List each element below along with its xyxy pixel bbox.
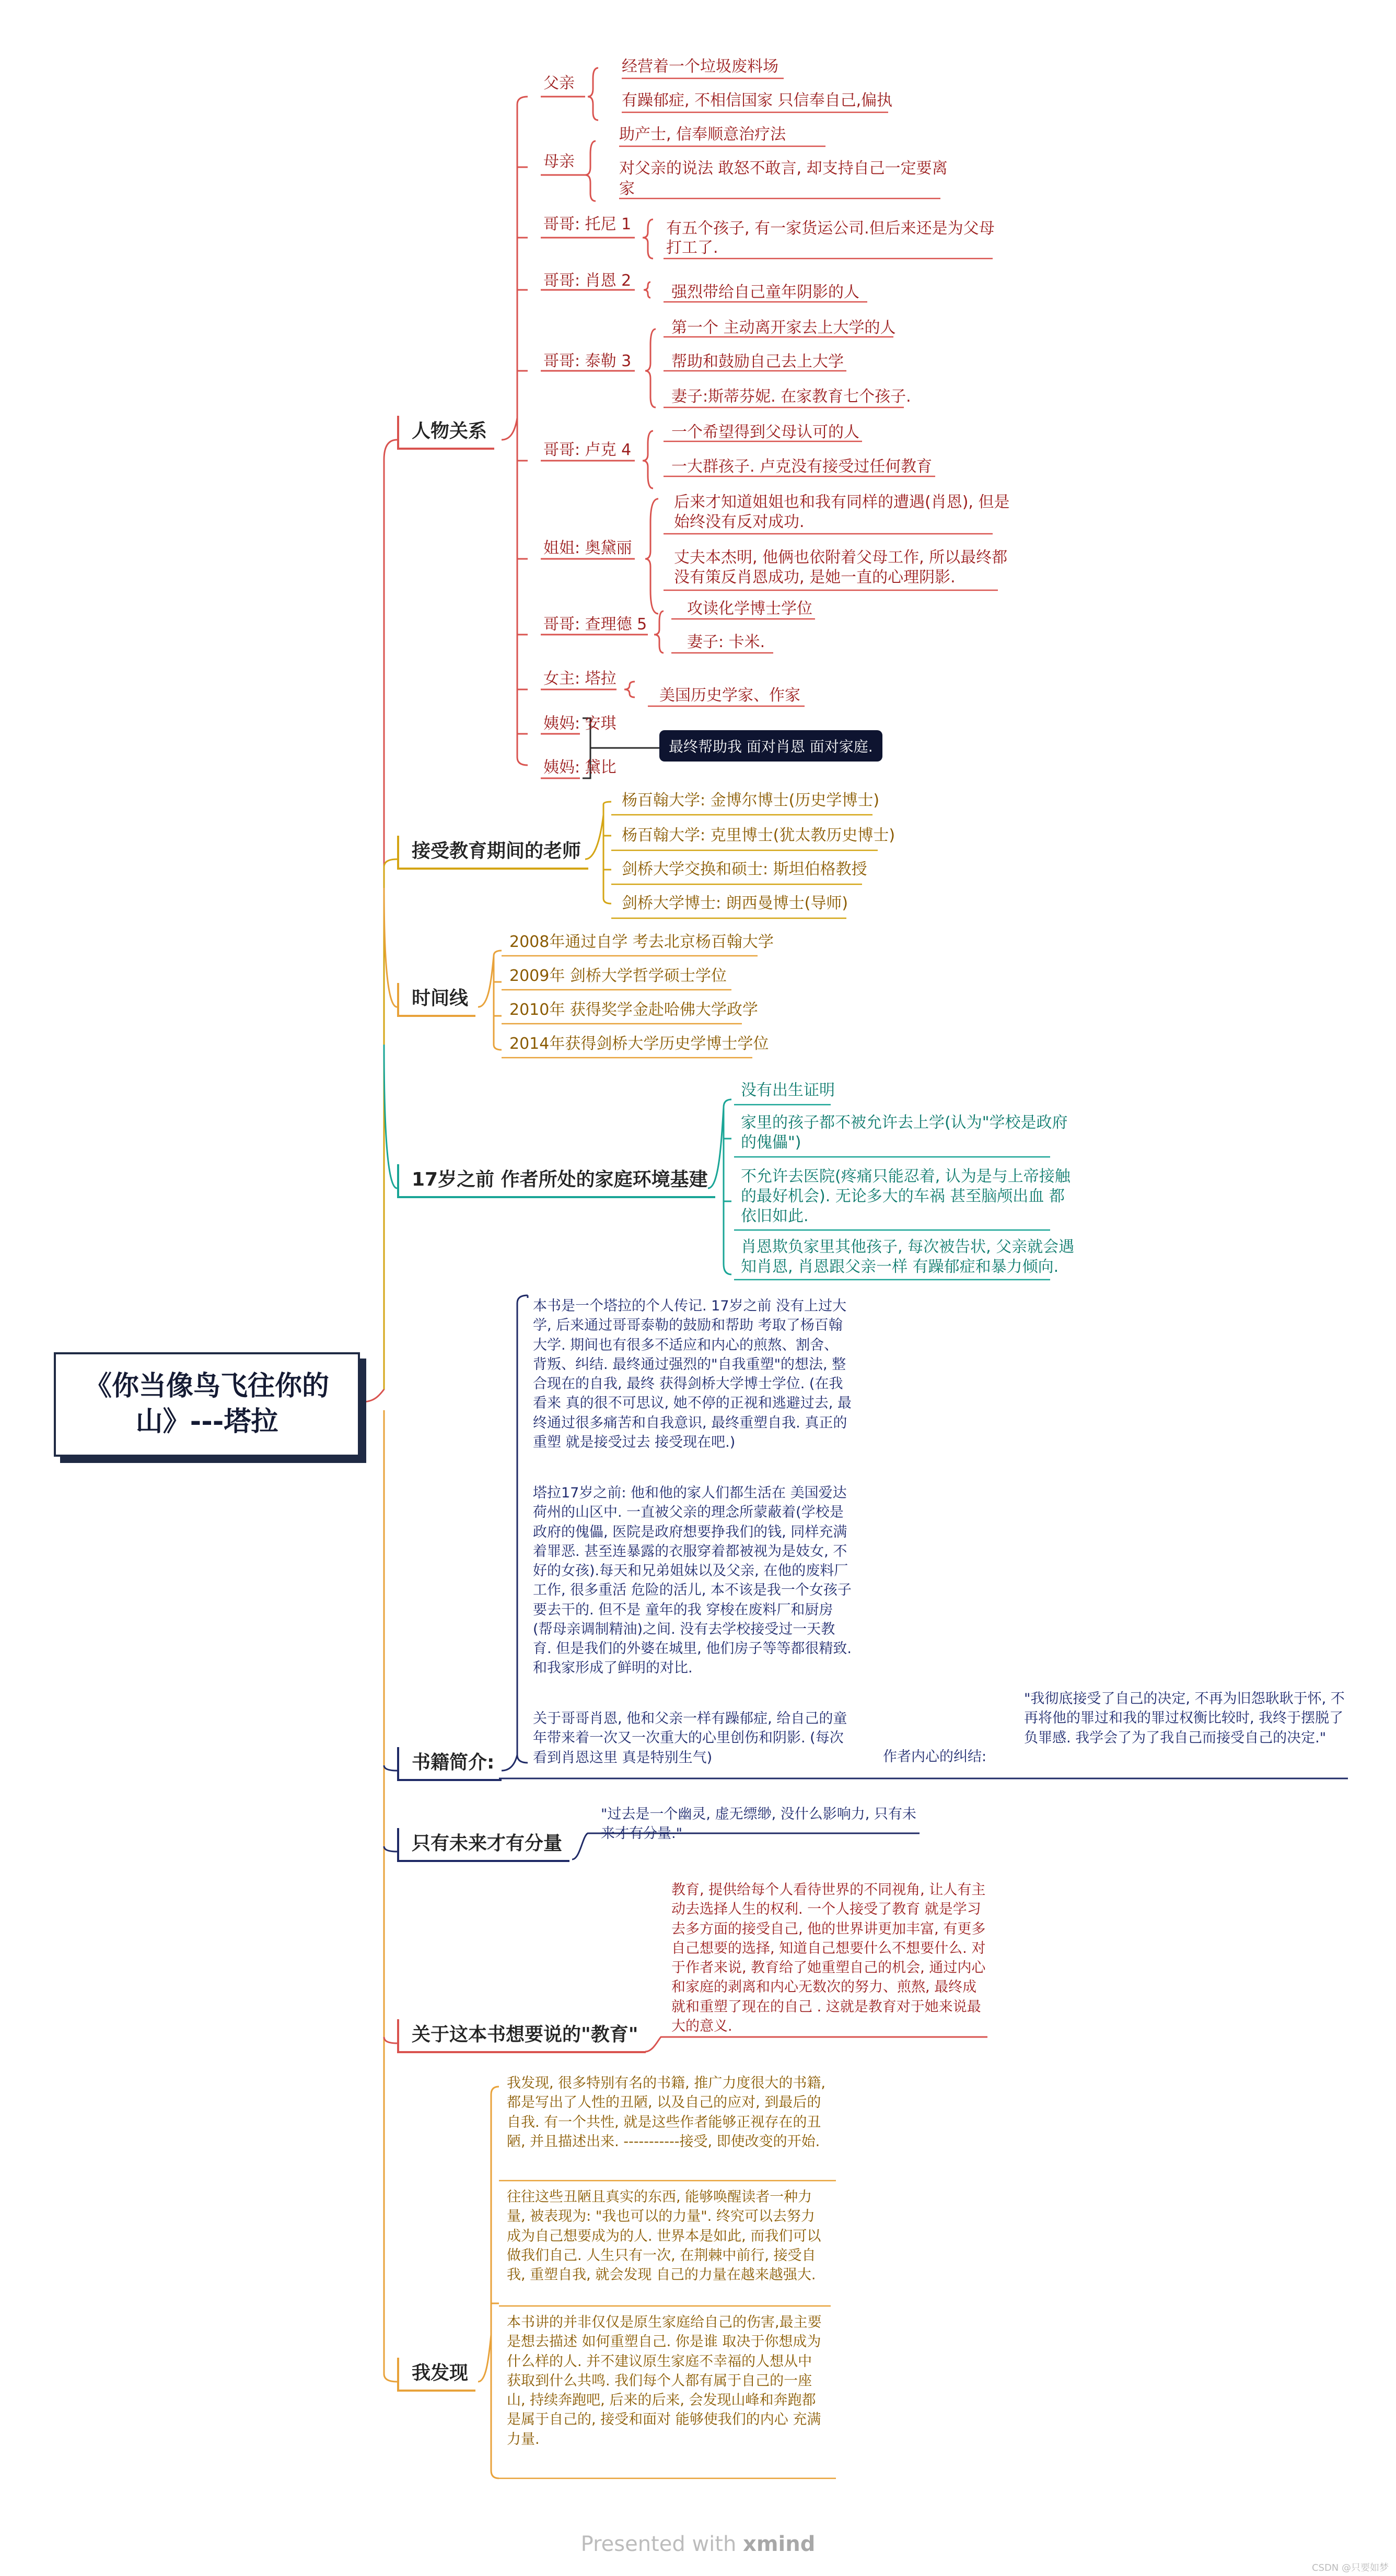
member-tony[interactable]: 哥哥: 托尼 1	[543, 215, 632, 233]
tyler-item-3[interactable]: 妻子:斯蒂芬妮. 在家教育七个孩子.	[671, 388, 911, 406]
member-shawn[interactable]: 哥哥: 肖恩 2	[543, 272, 632, 290]
mother-item-1[interactable]: 助产士, 信奉顺意治疗法	[619, 125, 786, 144]
inner-conflict-quote[interactable]: "我彻底接受了自己的决定, 不再为旧怨耿耿于怀, 不再将他的罪过和我的罪过权衡比较时, 我终于摆脱了负罪感. 我学会了为了我自己而接受自己的决定."	[1024, 1691, 1345, 1746]
found-paragraph-1[interactable]: 我发现, 很多特别有名的书籍, 推广力度很大的书籍, 都是写出了人性的丑陋, 以及自己的应对, 到最后的自我. 有一个共性, 就是这些作者能够正视存在的丑陋, 并且描述出来. -----------接受, 即使改变的开始.	[507, 2075, 825, 2150]
audrey-item-2a[interactable]: 丈夫本杰明, 他俩也依附着父母工作, 所以最终都	[674, 548, 1008, 567]
member-luke[interactable]: 哥哥: 卢克 4	[543, 441, 632, 459]
tyler-item-2[interactable]: 帮助和鼓励自己去上大学	[671, 353, 844, 371]
env-2b[interactable]: 的傀儡")	[741, 1133, 801, 1152]
member-tara[interactable]: 女主: 塔拉	[543, 670, 616, 688]
footer-prefix: Presented with	[580, 2532, 737, 2556]
audrey-item-1a[interactable]: 后来才知道姐姐也和我有同样的遭遇(肖恩), 但是	[674, 493, 1010, 511]
footer	[0, 2532, 1396, 2556]
member-aunt-debbie[interactable]: 姨妈: 黛比	[543, 758, 616, 777]
env-4b[interactable]: 知肖恩, 肖恩跟父亲一样 有躁郁症和暴力倾向.	[741, 1258, 1059, 1276]
intro-paragraph-3[interactable]: 关于哥哥肖恩, 他和父亲一样有躁郁症, 给自己的童年带来着一次又一次重大的心里创伤和阴影. (每次看到肖恩这里 真是特别生气)	[533, 1711, 847, 1766]
env-3a[interactable]: 不允许去医院(疼痛只能忍着, 认为是与上帝接触	[741, 1167, 1071, 1186]
timeline-2008[interactable]: 2008年通过自学 考去北京杨百翰大学	[509, 933, 774, 951]
branch-timeline[interactable]: 时间线	[397, 983, 475, 1017]
richard-item-1[interactable]: 攻读化学博士学位	[687, 600, 812, 618]
tony-item-2[interactable]: 打工了.	[666, 239, 718, 257]
father-item-2[interactable]: 有躁郁症, 不相信国家 只信奉自己,偏执	[622, 91, 893, 110]
audrey-item-1b[interactable]: 始终没有反对成功.	[674, 513, 805, 531]
tony-item-1[interactable]: 有五个孩子, 有一家货运公司.但后来还是为父母	[666, 219, 995, 238]
inner-conflict-label[interactable]: 作者内心的纠结:	[883, 1749, 987, 1765]
teacher-4[interactable]: 剑桥大学博士: 朗西曼博士(导师)	[622, 894, 848, 912]
root-title-line2: 山》---塔拉	[135, 1406, 278, 1437]
intro-paragraph-1[interactable]: 本书是一个塔拉的个人传记. 17岁之前 没有上过大学, 后来通过哥哥泰勒的鼓励和帮助 考取了杨百翰大学. 期间也有很多不适应和内心的煎熬、割舍、背叛、纠结. 最终通过强烈的"自我重塑"的想法, 整合现在的自我, 最终 获得剑桥大学博士学位. (在我看来 真的很不可思议, 她不停的正视和逃避过去, 最终通过很多痛苦和自我意识, 最终重塑自我. 真正的重塑 就是接受过去 接受现在吧.)	[533, 1298, 852, 1450]
branch-education[interactable]: 关于这本书想要说的"教育"	[397, 2019, 646, 2053]
env-3c[interactable]: 依旧如此.	[741, 1207, 809, 1225]
mother-item-2[interactable]: 对父亲的说法 敢怒不敢言, 却支持自己一定要离	[619, 159, 948, 178]
teacher-3[interactable]: 剑桥大学交换和硕士: 斯坦伯格教授	[622, 860, 867, 879]
branch-env[interactable]: 17岁之前 作者所处的家庭环境基建	[397, 1164, 715, 1198]
member-mother[interactable]: 母亲	[543, 153, 575, 171]
tyler-item-1[interactable]: 第一个 主动离开家去上大学的人	[671, 319, 896, 337]
intro-paragraph-2[interactable]: 塔拉17岁之前: 他和他的家人们都生活在 美国爱达荷州的山区中. 一直被父亲的理念所蒙蔽着(学校是政府的傀儡, 医院是政府想要挣我们的钱, 同样充满着罪恶. 甚至连暴露的衣服穿着都被视为是妓女, 不好的女孩).每天和兄弟姐妹以及父亲, 在他的废料厂工作, 很多重活 危险的活儿, 本不该是我一个女孩子要去干的. 但不是 童年的我 穿梭在废料厂和厨房(帮母亲调制精油)之间. 没有去学校接受过一天教育. 但是我们的外婆在城里, 他们房子等等都很精致. 和我家形成了鲜明的对比.	[533, 1485, 852, 1677]
audrey-item-2b[interactable]: 没有策反肖恩成功, 是她一直的心理阴影.	[674, 568, 956, 587]
env-2a[interactable]: 家里的孩子都不被允许去上学(认为"学校是政府	[741, 1114, 1068, 1132]
branch-intro[interactable]: 书籍简介:	[397, 1747, 502, 1781]
aunts-summary[interactable]: 最终帮助我 面对肖恩 面对家庭.	[659, 730, 882, 762]
xmind-logo: xmind	[743, 2532, 816, 2556]
root-topic[interactable]	[54, 1352, 360, 1457]
luke-item-2[interactable]: 一大群孩子. 卢克没有接受过任何教育	[671, 458, 933, 476]
richard-item-2[interactable]: 妻子: 卡米.	[687, 633, 765, 651]
future-quote[interactable]: "过去是一个幽灵, 虚无缥缈, 没什么影响力, 只有未来才有分量."	[601, 1806, 916, 1842]
timeline-2014[interactable]: 2014年获得剑桥大学历史学博士学位	[509, 1035, 769, 1053]
member-richard[interactable]: 哥哥: 查理德 5	[543, 615, 647, 634]
env-3b[interactable]: 的最好机会). 无论多大的车祸 甚至脑颅出血 都	[741, 1187, 1065, 1205]
mother-item-3[interactable]: 家	[619, 180, 635, 198]
env-1[interactable]: 没有出生证明	[741, 1081, 835, 1099]
found-paragraph-2[interactable]: 往往这些丑陋且真实的东西, 能够唤醒读者一种力量, 被表现为: "我也可以的力量". 终究可以去努力成为自己想要成为的人. 世界本是如此, 而我们可以做我们自己. 人生只有一次, 在荆棘中前行, 接受自我, 重塑自我, 就会发现 自己的力量在越来越强大.	[507, 2189, 821, 2283]
member-audrey[interactable]: 姐姐: 奥黛丽	[543, 539, 632, 557]
watermark: CSDN @只要如梦	[1311, 2562, 1389, 2573]
found-paragraph-3[interactable]: 本书讲的并非仅仅是原生家庭给自己的伤害,最主要是想去描述 如何重塑自己. 你是谁 取决于你想成为什么样的人. 并不建议原生家庭不幸福的人想从中获取到什么共鸣. 我们每个人都有属于自己的一座山, 持续奔跑吧, 后来的后来, 会发现山峰和奔跑都是属于自己的, 接受和面对 能够使我们的内心 充满力量.	[507, 2314, 822, 2448]
father-item-1[interactable]: 经营着一个垃圾废料场	[622, 57, 778, 76]
education-text[interactable]: 教育, 提供给每个人看待世界的不同视角, 让人有主动去选择人生的权利. 一个人接受了教育 就是学习去多方面的接受自己, 他的世界讲更加丰富, 有更多自己想要的选择, 知道自己想要什么不想要什么. 对于作者来说, 教育给了她重塑自己的机会, 通过内心和家庭的剥离和内心无数次的努力、煎熬, 最终成就和重塑了现在的自己 . 这就是教育对于她来说最大的意义.	[671, 1882, 986, 2034]
root-title-line1: 《你当像鸟飞往你的	[84, 1371, 329, 1402]
timeline-2009[interactable]: 2009年 剑桥大学哲学硕士学位	[509, 967, 727, 985]
teacher-1[interactable]: 杨百翰大学: 金博尔博士(历史学博士)	[622, 791, 880, 810]
luke-item-1[interactable]: 一个希望得到父母认可的人	[671, 423, 859, 441]
branch-teachers[interactable]: 接受教育期间的老师	[397, 836, 588, 870]
branch-found[interactable]: 我发现	[397, 2358, 475, 2392]
shawn-item-1[interactable]: 强烈带给自己童年阴影的人	[671, 283, 859, 301]
tara-item-1[interactable]: 美国历史学家、作家	[659, 686, 800, 705]
env-4a[interactable]: 肖恩欺负家里其他孩子, 每次被告状, 父亲就会遇	[741, 1238, 1075, 1256]
member-tyler[interactable]: 哥哥: 泰勒 3	[543, 352, 632, 370]
member-father[interactable]: 父亲	[543, 74, 575, 92]
timeline-2010[interactable]: 2010年 获得奖学金赴哈佛大学政学	[509, 1001, 758, 1019]
teacher-2[interactable]: 杨百翰大学: 克里博士(犹太教历史博士)	[622, 826, 895, 845]
branch-future[interactable]: 只有未来才有分量	[397, 1828, 569, 1862]
member-aunt-angie[interactable]: 姨妈: 安琪	[543, 715, 616, 733]
branch-people[interactable]: 人物关系	[397, 416, 494, 450]
